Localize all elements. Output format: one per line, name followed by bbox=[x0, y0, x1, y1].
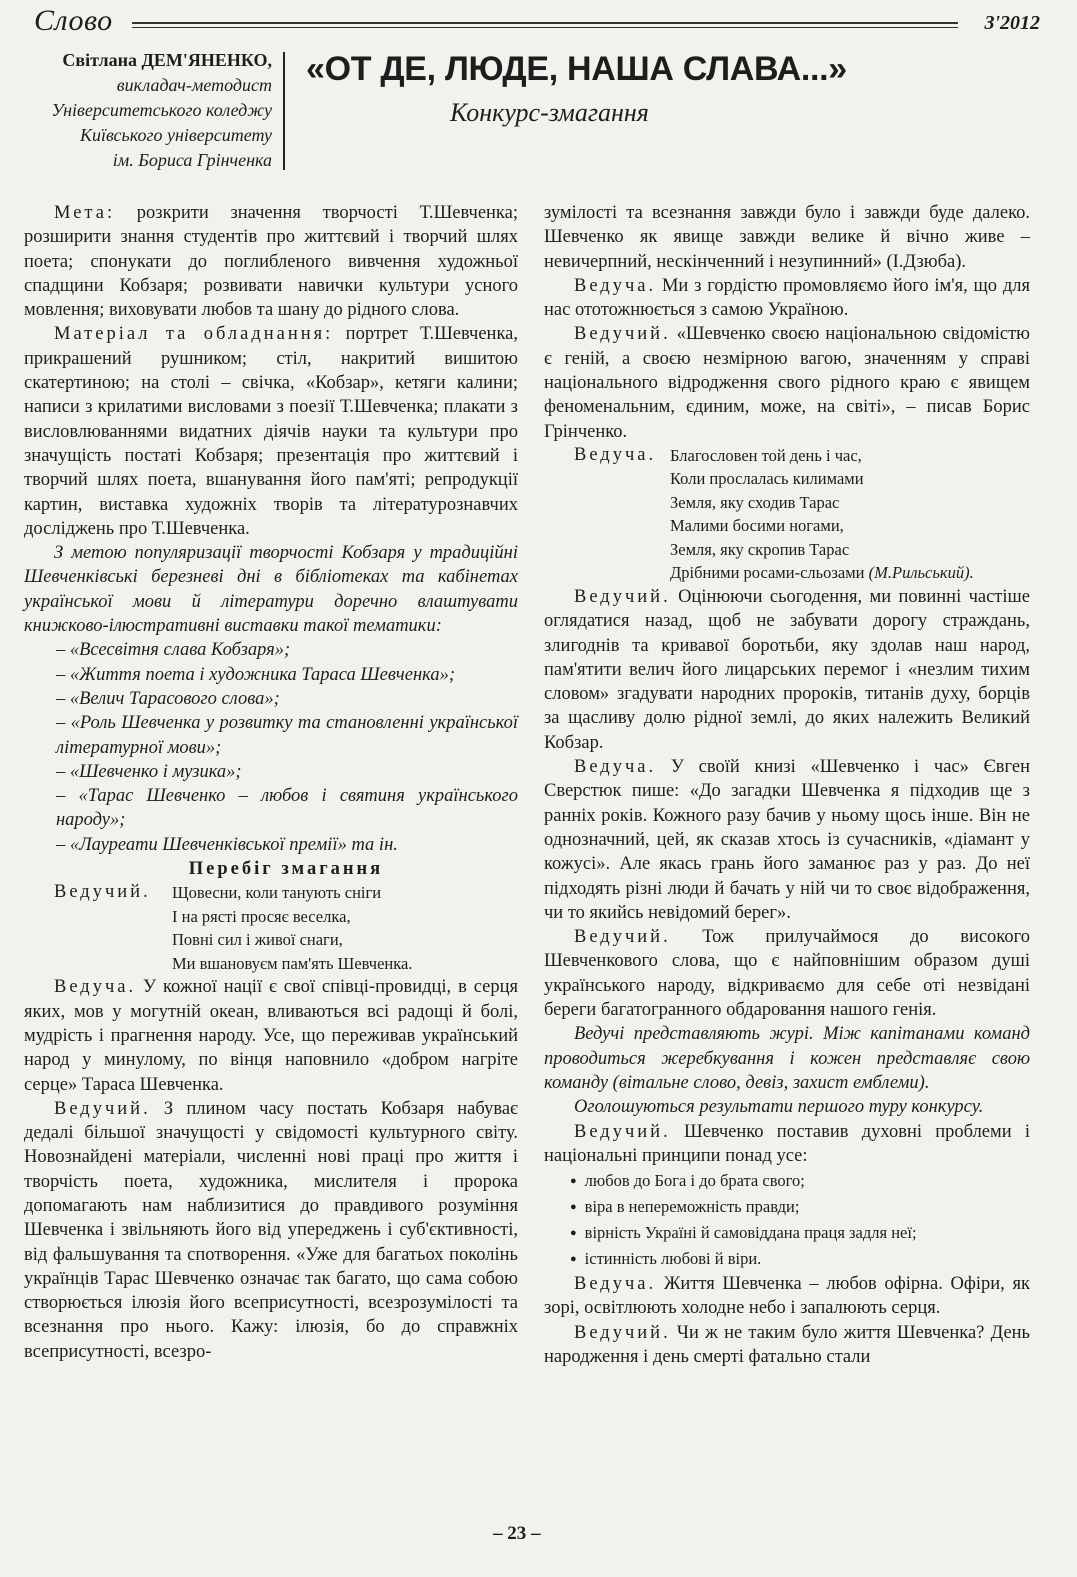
speaker-label: Ведучий. bbox=[574, 1121, 671, 1142]
poem-line-text: Дрібними росами-сльозами bbox=[670, 563, 865, 583]
paragraph bbox=[544, 925, 1030, 1022]
poem-line: Повні сил і живої снаги, bbox=[172, 930, 343, 950]
poem-line: Щовесни, коли танують сніги bbox=[172, 883, 382, 903]
theme-item: – «Життя поета і художника Тараса Шевченка»; bbox=[56, 664, 455, 685]
paragraph bbox=[544, 322, 1030, 443]
stage-direction: Ведучі представляють журі. Між капітанами команд проводиться жеребкування і кожен представляє свою команду (вітальне слово, девіз, захист емблеми). bbox=[544, 1024, 1030, 1093]
author-name: Світлана ДЕМ'ЯНЕНКО, bbox=[62, 50, 272, 70]
exhibition-themes bbox=[24, 638, 518, 857]
paragraph-text: Оцінюючи сьогодення, ми повинні частіше оглядатися назад, щоб не забувати дорогу страждань, злигоднів та кривавої боротьби, яку здолав наш народ, пам'ятити велич його лицарських перемог і «незлим тихим словом» згадувати народних пророків, титанів духу, борців за щасливу долю рідної землі, до яких належить Великий Кобзар. bbox=[544, 586, 1030, 753]
poem-author: (М.Рильський). bbox=[864, 563, 974, 583]
paragraph bbox=[544, 585, 1030, 755]
paragraph bbox=[544, 1272, 1030, 1321]
issue-number: 3'2012 bbox=[984, 12, 1040, 34]
material-label: Матеріал та обладнання: bbox=[54, 324, 334, 345]
speaker-label: Ведучий. bbox=[574, 324, 671, 345]
author-position: викладач-методист bbox=[116, 75, 272, 95]
aim-paragraph bbox=[24, 201, 518, 322]
paragraph bbox=[544, 1120, 1030, 1169]
paragraph-text: Ми з гордістю промовляємо його ім'я, що для нас ототожнюється з самою Україною. bbox=[544, 275, 1030, 321]
paragraph-text: Шевченко поставив духовні проблеми і національні принципи понад усе: bbox=[544, 1121, 1030, 1166]
speaker-label: Ведучий. bbox=[54, 882, 151, 903]
theme-item: – «Всесвітня слава Кобзаря»; bbox=[56, 640, 291, 661]
poem-line: Земля, яку сходив Тарас bbox=[670, 492, 840, 512]
exhibition-intro: З метою популяризації творчості Кобзаря у традиційні Шевченківські березневі дні в бібліотеках та кабінетах української мови й літератури доречно влаштувати книжково-ілюстративні виставки такої тематики: bbox=[24, 543, 518, 637]
paragraph bbox=[24, 1097, 518, 1364]
material-text: портрет Т.Шевченка, прикрашений рушником; стіл, накритий вишитою скатертиною; на столі – свічка, «Кобзар», кетяги калини; написи з крилатими висловами з поезії Т.Шевченка; плакати з висловлюваннями видатних діячів науки та культури про значущість постаті Кобзаря; презентація про життєвий і творчий шлях поета, вшанування його пам'яті; репродукції картин, виставка художніх творів та літературознавчих досліджень про Т.Шевченка. bbox=[24, 324, 518, 539]
paragraph: зумілості та всезнання завжди було і завжди буде далеко. Шевченко як явище завжди велике й вічно живе – невичерпний, нескінченний і незупинний» (І.Дзюба). bbox=[544, 203, 1030, 272]
paragraph-text: Тож прилучаймося до високого Шевченкового слова, що є найповнішим образом душі українського народу, відкриваємо для себе оті незвідані береги багатогранного обдаровання нашого генія. bbox=[544, 927, 1030, 1021]
paragraph-text: Життя Шевченка – любов офірна. Офіри, як зорі, освітлюють холодне небо і запалюють серця. bbox=[544, 1274, 1030, 1319]
speaker-label: Ведучий. bbox=[54, 1098, 151, 1119]
author-divider bbox=[283, 52, 285, 170]
poem-line: Коли прослалась килимами bbox=[670, 469, 864, 489]
paragraph bbox=[544, 755, 1030, 925]
author-university-name: ім. Бориса Грінченка bbox=[112, 150, 272, 170]
paragraph-text: Чи ж не таким було життя Шевченка? День народження і день смерті фатально стали bbox=[544, 1322, 1030, 1367]
section-heading: Перебіг змагання bbox=[188, 859, 384, 880]
stage-direction: Оголошуються результати першого туру конкурсу. bbox=[574, 1097, 984, 1118]
page-number: – 23 – bbox=[493, 1523, 541, 1544]
list-item: ● істинність любові й віри. bbox=[570, 1246, 1030, 1272]
author-block bbox=[16, 48, 272, 173]
theme-item: – «Велич Тарасового слова»; bbox=[56, 688, 280, 709]
theme-item: – «Лауреати Шевченківської премії» та ін. bbox=[56, 834, 398, 855]
aim-label: Мета: bbox=[54, 203, 116, 223]
paragraph bbox=[24, 975, 518, 1096]
theme-item: – «Тарас Шевченко – любов і святиня українського народу»; bbox=[56, 786, 518, 831]
material-paragraph bbox=[24, 322, 518, 541]
left-column bbox=[24, 201, 518, 1364]
list-item: ● любов до Бога і до брата свого; bbox=[570, 1168, 1030, 1194]
poem-line bbox=[670, 561, 1030, 585]
speaker-label: Ведучий. bbox=[574, 927, 671, 948]
theme-item: – «Шевченко і музика»; bbox=[56, 761, 242, 782]
speaker-label: Ведучий. bbox=[574, 586, 671, 607]
speaker-label: Ведуча. bbox=[54, 977, 137, 998]
poem-line: Малими босими ногами, bbox=[670, 516, 844, 536]
speaker-label: Ведуча. bbox=[574, 1274, 657, 1295]
author-college: Університетського коледжу bbox=[51, 100, 272, 120]
author-university: Київського університету bbox=[80, 125, 272, 145]
speaker-label: Ведучий. bbox=[574, 1322, 671, 1343]
poem-line: Земля, яку скропив Тарас bbox=[670, 539, 850, 559]
paragraph-text: З плином часу постать Кобзаря набуває дедалі більшої значущості у свідомості культурного світу. Новознайдені матеріали, численні нові праці про життя і творчість поета, художника, мислителя і пророка допомагають нам наблизитися до правдивого розуміння Шевченка і звільняють його від упереджень і суб'єктивності, від фальшування та спотворення. «Уже для багатьох поколінь українців Тарас Шевченко означає так багато, що сама собою створюється ілюзія його всеприсутності, всезрозумілості та всезнання про нього. Кажу: ілюзія, бо до справжніх всеприсутності, всезро- bbox=[24, 1098, 518, 1362]
poem-line: Благословен той день і час, bbox=[670, 445, 862, 465]
paragraph-text: У своїй книзі «Шевченко і час» Євген Сверстюк пише: «До загадки Шевченка я підходив ще з ранніх років. Кожного разу бачив у ньому щось інше. Він не однозначний, цей, як сказав хтось із сучасників, «діамант у кожусі». Але якась грань його заманює раз у раз. До неї підходять різні люди й бачать у ній чи то своє відображення, чи то якийсь невідомий берег». bbox=[544, 757, 1030, 923]
paragraph bbox=[544, 274, 1030, 323]
article-title: «ОТ ДЕ, ЛЮДЕ, НАША СЛАВА...» bbox=[306, 50, 847, 88]
poem-line: І на рясті просяє веселка, bbox=[172, 906, 351, 926]
paragraph-text: У кожної нації є свої співці-провидці, в серця яких, мов у могутній океан, вливаються всі радощі й болі, мудрість і прагнення народу. Усе, що переживав український народ у минулому, по вінця наповнило «добром нагріте серце» Тараса Шевченка. bbox=[24, 977, 518, 1095]
paragraph-text: «Шевченко своєю національною свідомістю є геній, а своєю незмірною вагою, значенням у справі національного відродження свого рідного краю є явищем феноменальним, єдиним, може, на світі», – писав Борис Грінченко. bbox=[544, 324, 1030, 442]
right-column bbox=[544, 201, 1030, 1369]
principles-list bbox=[544, 1168, 1030, 1272]
list-item: ● вірність Україні й самовіддана праця задля неї; bbox=[570, 1220, 1030, 1246]
opening-poem bbox=[24, 881, 518, 975]
header-rule bbox=[132, 22, 958, 28]
speaker-label: Ведуча. bbox=[574, 444, 657, 465]
poem-line: Ми вшановуєм пам'ять Шевченка. bbox=[172, 953, 413, 973]
aim-text: розкрити значення творчості Т.Шевченка; розширити знання студентів про життєвий і творчий шлях поета; спонукати до поглибленого вивчення художньої спадщини Кобзаря; розвивати навички культури усного мовлення; виховувати любов та шану до рідного слова. bbox=[24, 203, 518, 321]
list-item: ● віра в непереможність правди; bbox=[570, 1194, 1030, 1220]
speaker-label: Ведуча. bbox=[574, 275, 657, 296]
article-subtitle: Конкурс-змагання bbox=[450, 98, 649, 127]
masthead bbox=[22, 4, 1040, 40]
magazine-logo: Слово bbox=[34, 4, 113, 37]
paragraph bbox=[544, 1321, 1030, 1370]
rylsky-poem bbox=[544, 444, 1030, 585]
speaker-label: Ведуча. bbox=[574, 757, 657, 778]
theme-item: – «Роль Шевченка у розвитку та становленні української літературної мови»; bbox=[56, 713, 518, 758]
